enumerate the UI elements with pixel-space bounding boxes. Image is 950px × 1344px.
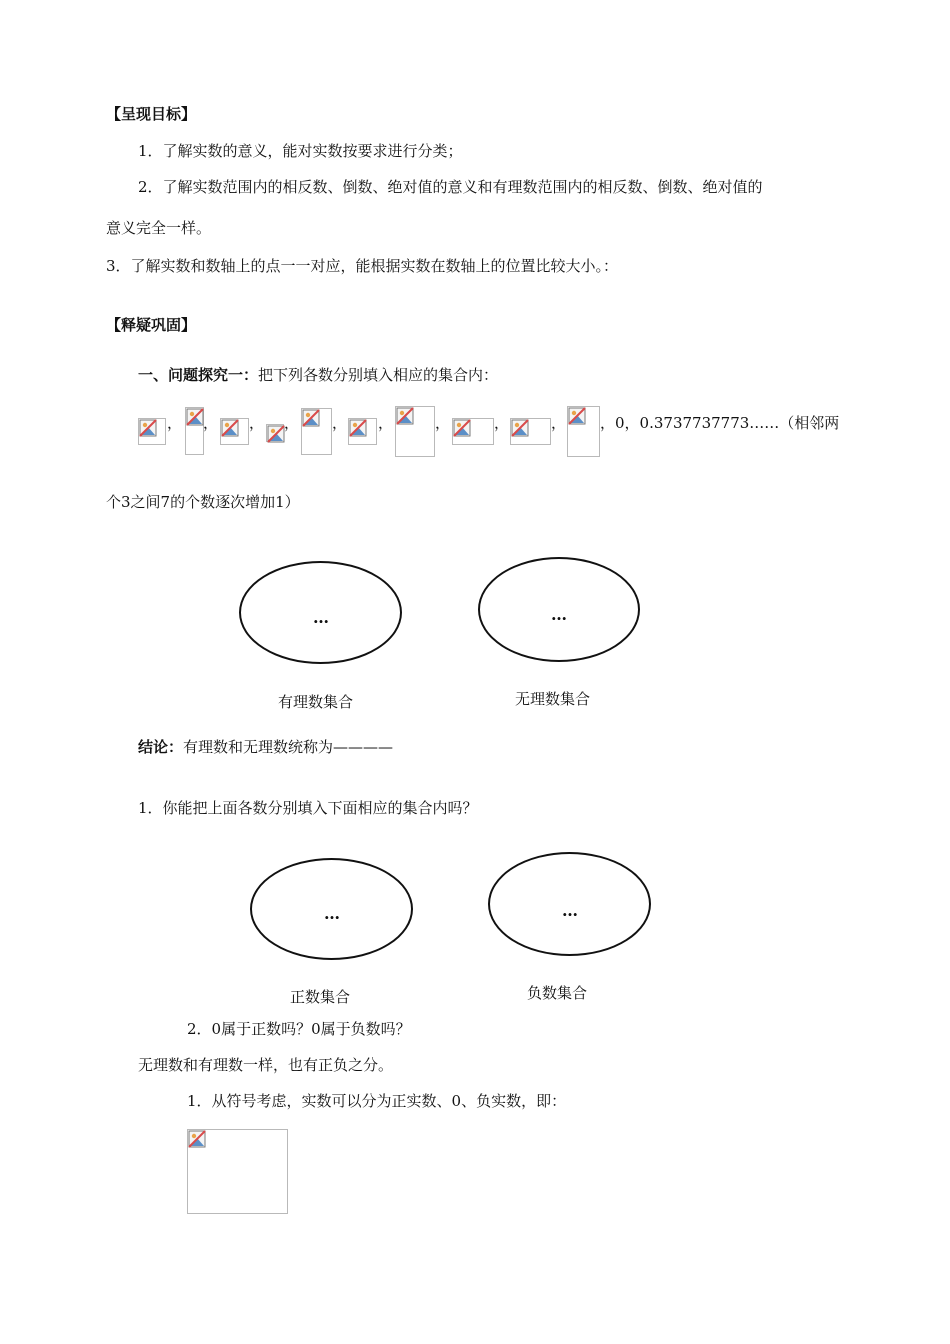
- image-placeholder-icon: [452, 418, 494, 445]
- negative-set-dots: …: [562, 901, 578, 920]
- conclusion: [138, 736, 393, 757]
- positive-set-label: 正数集合: [290, 988, 351, 1006]
- broken-image-glyph: [568, 407, 586, 425]
- rational-set-dots: …: [313, 608, 329, 627]
- broken-image-glyph: [188, 1130, 206, 1148]
- broken-image-glyph: [139, 419, 157, 437]
- comma: ，: [284, 414, 300, 432]
- question-2: 2．0属于正数吗？0属于负数吗？: [187, 1020, 411, 1038]
- image-placeholder-icon: [395, 406, 435, 457]
- question-1: 1．你能把上面各数分别填入下面相应的集合内吗？: [138, 799, 478, 817]
- irrational-set-dots: …: [551, 605, 567, 624]
- goal-2b: 意义完全一样。: [106, 219, 212, 237]
- comma: ，: [249, 414, 265, 432]
- explore-heading: [138, 364, 498, 385]
- image-placeholder-icon: [348, 418, 377, 445]
- comma: ，: [435, 414, 451, 432]
- broken-image-glyph: [453, 419, 471, 437]
- conclusion-text: 有理数和无理数统称为————: [183, 738, 394, 756]
- image-placeholder-icon: [185, 407, 204, 455]
- numbers-tail: ，0，0.3737737773……（相邻两: [600, 414, 840, 432]
- comma: ，: [332, 414, 348, 432]
- sign-classify: 1．从符号考虑，实数可以分为正实数、0、负实数，即：: [187, 1092, 567, 1110]
- negative-set-label: 负数集合: [527, 984, 588, 1002]
- explore-title-bold: 一、问题探究一：: [138, 366, 259, 384]
- broken-image-glyph: [221, 419, 239, 437]
- rational-set-label: 有理数集合: [278, 693, 354, 711]
- note: 无理数和有理数一样，也有正负之分。: [138, 1056, 394, 1074]
- goal-2a: 2．了解实数范围内的相反数、倒数、绝对值的意义和有理数范围内的相反数、倒数、绝对值的: [138, 178, 763, 196]
- comma: ，: [378, 414, 394, 432]
- positive-set-dots: …: [324, 904, 340, 923]
- comma: ，: [203, 414, 219, 432]
- broken-image-glyph: [267, 425, 285, 443]
- conclusion-bold: 结论：: [138, 738, 184, 756]
- image-placeholder-icon: [220, 418, 249, 445]
- image-placeholder-icon: [266, 424, 284, 442]
- goal-3: 3．了解实数和数轴上的点一一对应，能根据实数在数轴上的位置比较大小。：: [106, 257, 619, 275]
- image-placeholder-icon: [567, 406, 600, 457]
- broken-image-glyph: [186, 408, 204, 426]
- comma: ，: [551, 414, 567, 432]
- broken-image-glyph: [349, 419, 367, 437]
- broken-image-glyph: [302, 409, 320, 427]
- image-placeholder-icon: [138, 418, 166, 445]
- irrational-set-label: 无理数集合: [515, 690, 591, 708]
- broken-image-glyph: [511, 419, 529, 437]
- image-placeholder-icon: [301, 408, 332, 455]
- image-placeholder-icon: [510, 418, 551, 445]
- image-placeholder-icon: [187, 1129, 288, 1214]
- consolidate-title: 【释疑巩固】: [106, 316, 197, 334]
- broken-image-glyph: [396, 407, 414, 425]
- goal-1: 1．了解实数的意义，能对实数按要求进行分类；: [138, 142, 463, 160]
- comma: ，: [494, 414, 510, 432]
- goals-title: 【呈现目标】: [106, 105, 197, 123]
- numbers-tail-2: 个3之间7的个数逐次增加1）: [106, 493, 300, 511]
- comma: ，: [167, 414, 183, 432]
- explore-title-rest: 把下列各数分别填入相应的集合内：: [258, 366, 499, 384]
